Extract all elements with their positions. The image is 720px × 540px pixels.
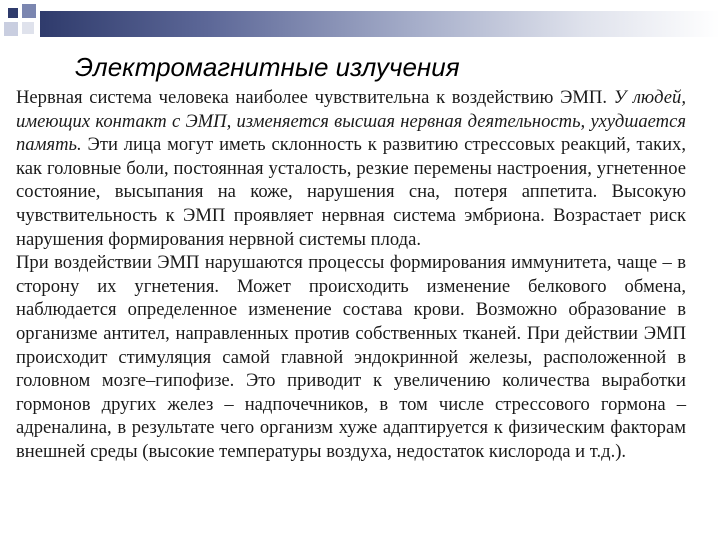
light-square — [4, 22, 18, 36]
paragraph-1-italic: У людей, имеющих контакт с ЭМП, изменяется высшая нервная деятельность, ухудшается память. — [16, 87, 686, 156]
corner-decoration — [0, 0, 720, 60]
slide-title: Электромагнитные излучения — [75, 52, 460, 82]
header-gradient-bar — [40, 11, 720, 37]
paragraph-1 — [16, 86, 686, 251]
paragraph-1-lead: Нервная система человека наиболее чувствительна к воздействию ЭМП. — [16, 87, 608, 108]
mid-square — [22, 4, 36, 18]
slide-body — [16, 86, 686, 464]
paragraph-1-rest: Эти лица могут иметь склонность к развитию стрессовых реакций, таких, как головные боли, постоянная усталость, резкие перемены настроения, угнетенное состояние, высыпания на коже, нарушения сна, потеря аппетита. Высокую чувствительность к ЭМП проявляет нервная система эмбриона. Возрастает риск нарушения формирования нервной системы плода. — [16, 134, 687, 250]
light-square-2 — [22, 22, 34, 34]
dark-square — [8, 8, 18, 18]
paragraph-2: При воздействии ЭМП нарушаются процессы формирования иммунитета, чаще – в сторону их угнетения. Может происходить изменение белкового обмена, наблюдается определенное изменение состава крови. Возможно образование в организме антител, направленных против собственных тканей. При действии ЭМП происходит стимуляция самой главной эндокринной железы, расположенной в головном мозге–гипофизе. Это приводит к увеличению количества выработки гормонов других желез – надпочечников, в том числе стрессового гормона – адреналина, в результате чего организм хуже адаптируется к физическим факторам внешней среды (высокие температуры воздуха, недостаток кислорода и т.д.). — [16, 252, 686, 462]
